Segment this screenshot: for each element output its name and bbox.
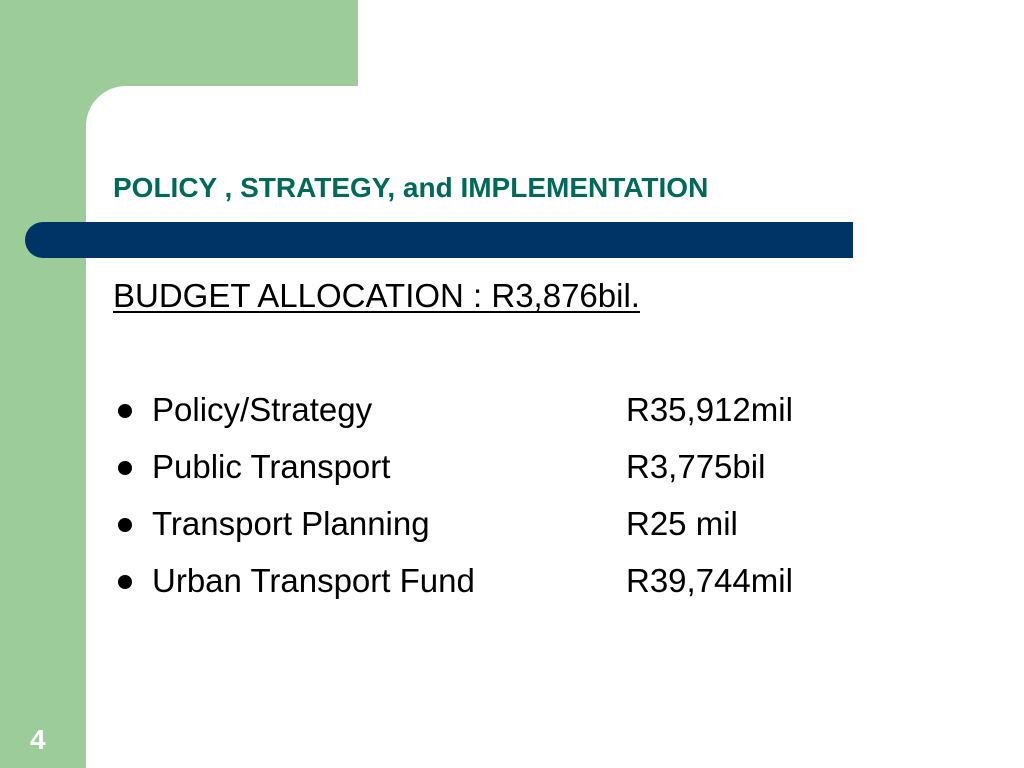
item-amount: R35,912mil <box>626 391 793 428</box>
content-rounded-corner <box>86 86 166 166</box>
item-amount: R25 mil <box>626 505 738 542</box>
item-label: Urban Transport Fund <box>152 562 475 599</box>
page-number: 4 <box>30 724 46 755</box>
title-underline-bar <box>25 222 853 258</box>
item-amount: R39,744mil <box>626 562 793 599</box>
bullet-icon <box>118 575 132 589</box>
slide-title: POLICY , STRATEGY, and IMPLEMENTATION <box>113 172 709 203</box>
item-label: Transport Planning <box>152 505 430 542</box>
budget-allocation-heading: BUDGET ALLOCATION : R3,876bil. <box>113 277 640 314</box>
item-label: Public Transport <box>152 448 391 485</box>
top-green-band <box>86 0 358 86</box>
left-green-band <box>0 0 86 768</box>
bullet-icon <box>118 518 132 532</box>
bullet-icon <box>118 461 132 475</box>
item-amount: R3,775bil <box>626 448 766 485</box>
bullet-icon <box>118 404 132 418</box>
item-label: Policy/Strategy <box>152 391 373 428</box>
